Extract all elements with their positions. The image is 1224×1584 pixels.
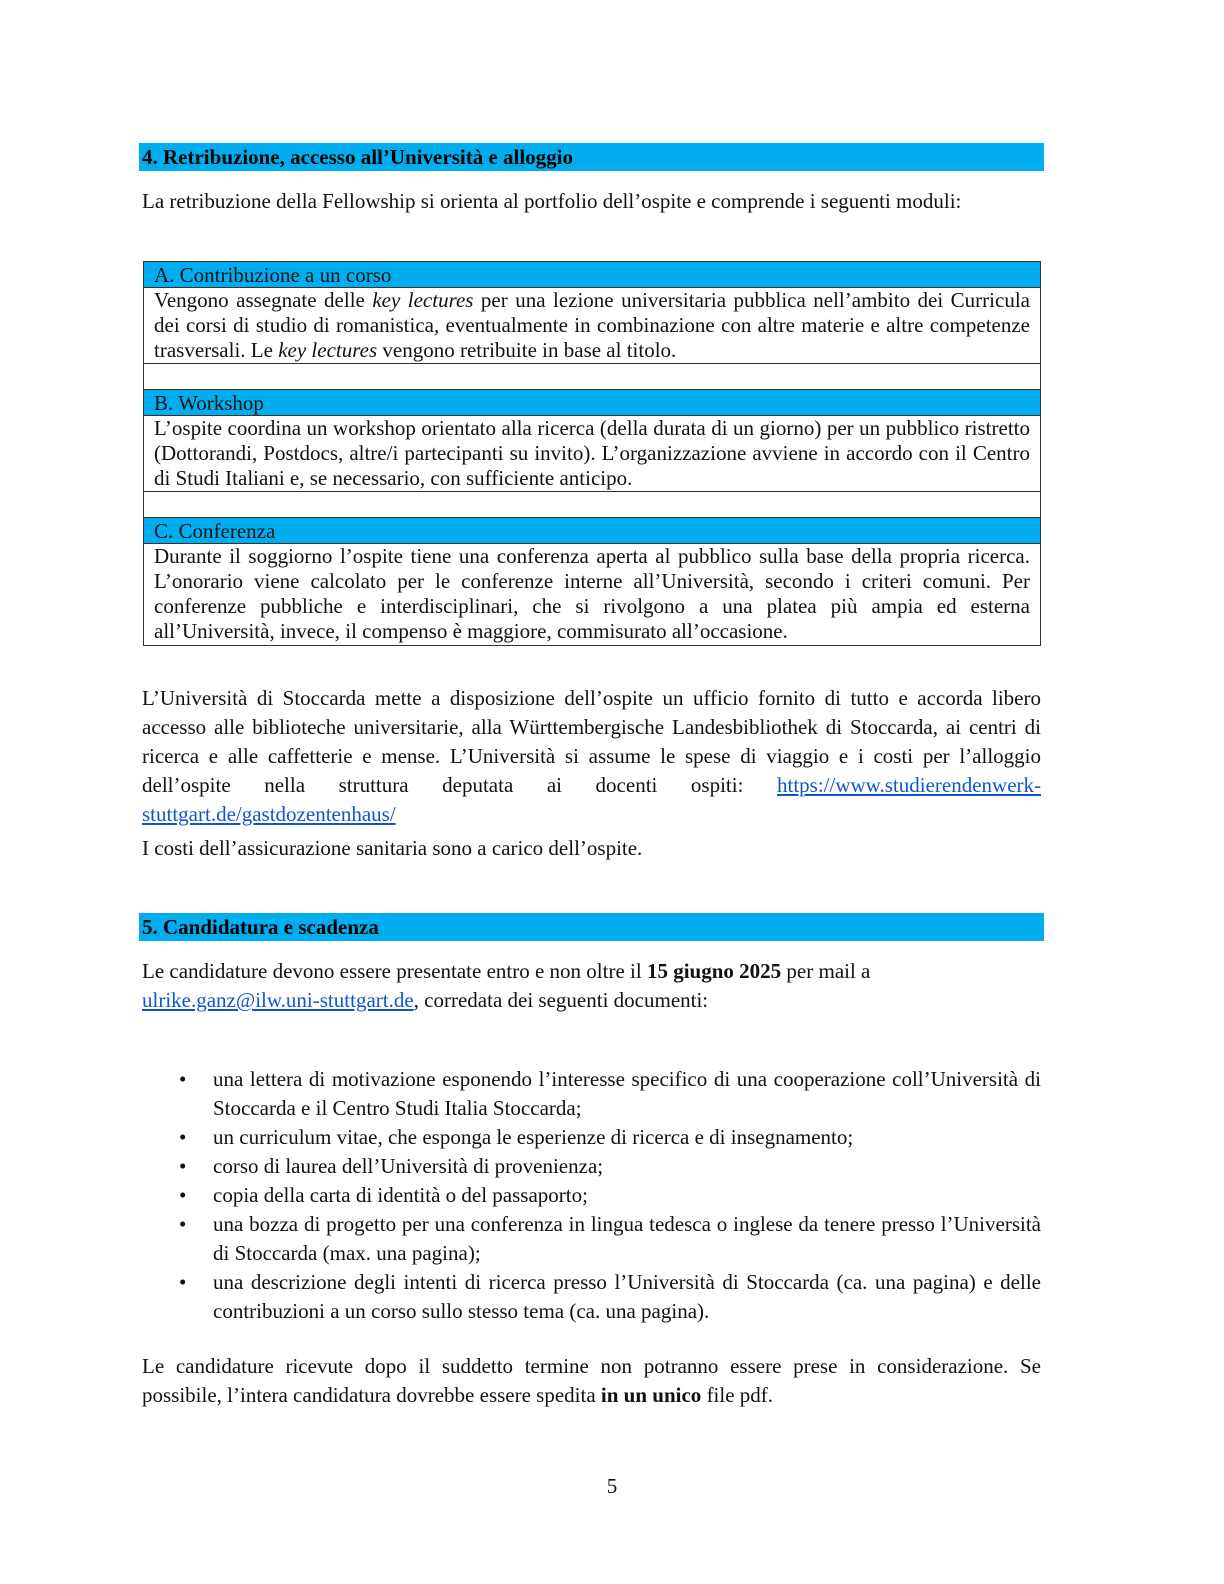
list-item	[142, 1181, 1041, 1210]
list-item-text: corso di laurea dell’Università di provenienza;	[213, 1154, 604, 1178]
modules-table	[143, 261, 1041, 646]
bullet-icon: •	[179, 1270, 187, 1294]
module-a-title: A. Contribuzione a un corso	[144, 262, 1040, 288]
section-5-intro	[142, 957, 1041, 1015]
closing-paragraph	[142, 1352, 1041, 1410]
list-item	[142, 1152, 1041, 1181]
list-item	[142, 1065, 1041, 1123]
module-c-text: Durante il soggiorno l’ospite tiene una conferenza aperta al pubblico sulla base della propria ricerca. L’onorario viene calcolato per le conferenze interne all’Università, secondo i criteri comuni. Per conferenze pubbliche e interdisciplinari, che si rivolgono a una platea più ampia ed esterna all’Università, invece, il compenso è maggiore, commisurato all’occasione.	[154, 544, 1030, 643]
table-spacer-row	[144, 492, 1040, 518]
module-b-title: B. Workshop	[144, 390, 1040, 416]
list-item	[142, 1268, 1041, 1326]
closing-text: Le candidature ricevute dopo il suddetto termine non potranno essere prese in considerazione. Se possibile, l’intera candidatura dovrebbe essere spedita	[142, 1354, 1041, 1407]
module-b-text: L’ospite coordina un workshop orientato alla ricerca (della durata di un giorno) per un pubblico ristretto (Dottorandi, Postdocs, altre/i partecipanti su invito). L’organizzazione avviene in accordo con il Centro di Studi Italiani e, se necessario, con sufficiente anticipo.	[144, 416, 1040, 492]
module-a-text-part: Vengono assegnate delle	[154, 288, 373, 312]
module-a-text	[144, 288, 1040, 364]
list-item	[142, 1123, 1041, 1152]
list-item	[142, 1210, 1041, 1268]
module-a-emphasis: key lectures	[278, 338, 378, 362]
section-5-heading: 5. Candidatura e scadenza	[139, 913, 1044, 941]
bullet-icon: •	[179, 1183, 187, 1207]
section-4-intro: La retribuzione della Fellowship si orienta al portfolio dell’ospite e comprende i seguenti moduli:	[142, 189, 962, 213]
bullet-icon: •	[179, 1125, 187, 1149]
table-spacer-row	[144, 364, 1040, 390]
bullet-icon: •	[179, 1212, 187, 1236]
section-4-heading: 4. Retribuzione, accesso all’Università e alloggio	[139, 143, 1044, 171]
page-number: 5	[606, 1474, 618, 1498]
module-c-title: C. Conferenza	[144, 518, 1040, 544]
module-a-text-part: vengono retribuite in base al titolo.	[377, 338, 677, 362]
gastdozentenhaus-link[interactable]: https://www.studierendenwerk-stuttgart.de/gastdozentenhaus/	[142, 773, 1041, 826]
list-item-text: una descrizione degli intenti di ricerca presso l’Università di Stoccarda (ca. una pagina) e delle contribuzioni a un corso sullo stesso tema (ca. una pagina).	[213, 1270, 1041, 1323]
closing-emphasis: in un unico	[600, 1383, 702, 1407]
list-item-text: copia della carta di identità o del passaporto;	[213, 1183, 588, 1207]
closing-text: file pdf.	[701, 1383, 774, 1407]
bullet-icon: •	[179, 1154, 187, 1178]
deadline-date: 15 giugno 2025	[646, 959, 782, 983]
section-5-intro-text: per mail a	[781, 959, 871, 983]
university-paragraph	[142, 684, 1041, 829]
module-a-emphasis: key lectures	[372, 288, 474, 312]
list-item-text: una lettera di motivazione esponendo l’interesse specifico di una cooperazione coll’Università di Stoccarda e il Centro Studi Italia Stoccarda;	[213, 1067, 1041, 1120]
list-item-text: un curriculum vitae, che esponga le esperienze di ricerca e di insegnamento;	[213, 1125, 854, 1149]
bullet-icon: •	[179, 1067, 187, 1091]
module-a-text-part: per una lezione universitaria pubblica nell’ambito dei Curricula dei corsi di studio di romanistica, eventualmente in combinazione con altre materie e altre competenze trasversali. Le	[154, 288, 1030, 362]
section-5-intro-text: , corredata dei seguenti documenti:	[413, 988, 709, 1012]
required-documents-list	[142, 1065, 1041, 1326]
contact-email-link[interactable]: ulrike.ganz@ilw.uni-stuttgart.de	[142, 988, 414, 1012]
section-5-intro-text: Le candidature devono essere presentate entro e non oltre il	[142, 959, 647, 983]
list-item-text: una bozza di progetto per una conferenza in lingua tedesca o inglese da tenere presso l’Università di Stoccarda (max. una pagina);	[213, 1212, 1041, 1265]
insurance-paragraph: I costi dell’assicurazione sanitaria sono a carico dell’ospite.	[142, 836, 643, 860]
university-paragraph-text: L’Università di Stoccarda mette a disposizione dell’ospite un ufficio fornito di tutto e accorda libero accesso alle biblioteche universitarie, alla Württembergische Landesbibliothek di Stoccarda, ai centri di ricerca e alle caffetterie e mense. L’Università si assume le spese di viaggio e i costi per l’alloggio dell’ospite nella struttura deputata ai docenti ospiti:	[142, 686, 1041, 797]
